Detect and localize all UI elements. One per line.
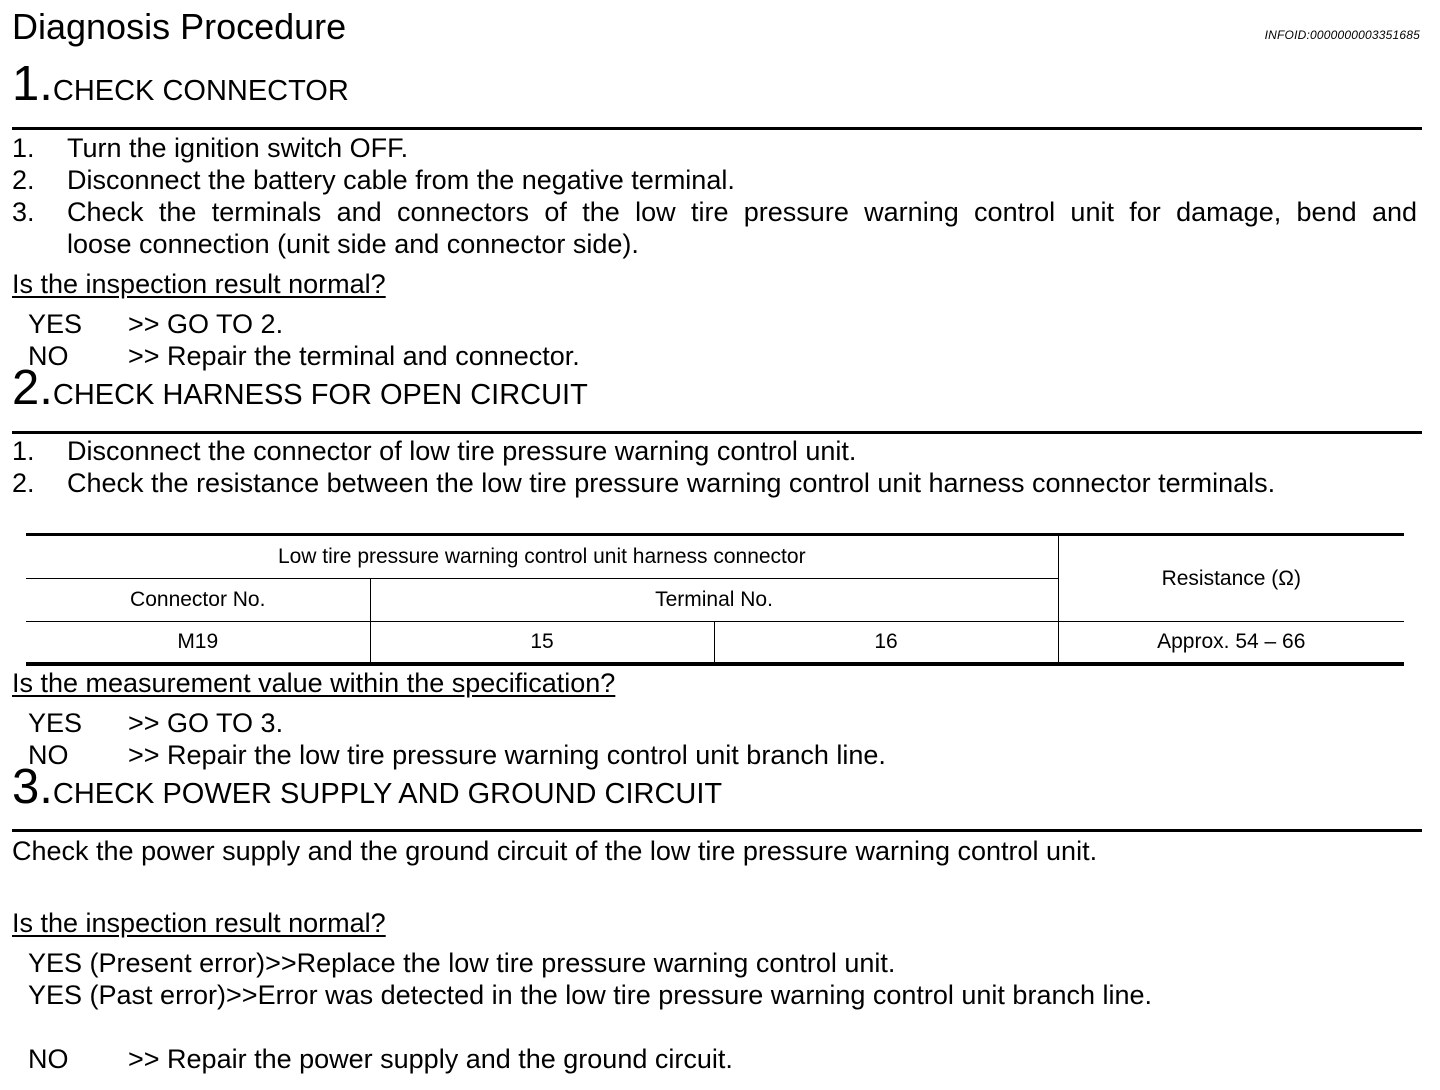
table-group-header: Low tire pressure warning control unit harness connector [26, 535, 1058, 579]
step-1-item-2-number: 2. [12, 165, 35, 195]
step-2-answer-yes-text: >> GO TO 3. [128, 708, 284, 738]
step-2-answer-no-label: NO [28, 740, 69, 770]
table-header-row [26, 535, 1404, 579]
table-cell-terminal-a: 15 [370, 622, 714, 665]
step-3-heading [12, 760, 723, 814]
step-1-title: CHECK CONNECTOR [52, 75, 349, 107]
step-1-answer-yes-label: YES [28, 309, 83, 339]
step-1-question: Is the inspection result normal? [12, 269, 386, 299]
table-header-connector-no: Connector No. [26, 579, 370, 622]
info-id: INFOID:0000000003351685 [1264, 28, 1420, 42]
step-2-item-1-text: Disconnect the connector of low tire pressure warning control unit. [67, 436, 857, 466]
step-1-heading [12, 57, 349, 111]
step-2-divider [12, 431, 1422, 434]
step-2-item-2-number: 2. [12, 468, 35, 498]
step-2-heading [12, 361, 588, 415]
step-2-item-2-text: Check the resistance between the low tire pressure warning control unit harness connector terminals. [67, 468, 1276, 498]
table-cell-connector: M19 [26, 622, 370, 665]
step-3-title: CHECK POWER SUPPLY AND GROUND CIRCUIT [52, 778, 723, 810]
step-3-answer-yes-past: YES (Past error)>>Error was detected in the low tire pressure warning control unit branch line. [28, 980, 1153, 1010]
step-2-number: 2. [12, 361, 53, 415]
step-1-item-2-text: Disconnect the battery cable from the negative terminal. [67, 165, 735, 195]
step-3-answer-yes-present: YES (Present error)>>Replace the low tire pressure warning control unit. [28, 948, 896, 978]
table-header-resistance: Resistance (Ω) [1058, 535, 1404, 622]
step-1-divider [12, 127, 1422, 130]
step-3-divider [12, 829, 1422, 832]
step-3-number: 3. [12, 760, 53, 814]
step-1-item-3-number: 3. [12, 197, 35, 227]
step-2-item-1-number: 1. [12, 436, 35, 466]
step-3-answer-no-text: >> Repair the power supply and the ground circuit. [128, 1044, 733, 1074]
step-1-item-1-number: 1. [12, 133, 35, 163]
step-1-item-1-text: Turn the ignition switch OFF. [67, 133, 409, 163]
step-1-answer-no-label: NO [28, 341, 69, 371]
table-row [26, 622, 1404, 665]
step-3-answer-no-label: NO [28, 1044, 69, 1074]
step-1-number: 1. [12, 57, 53, 111]
step-1-answer-no-text: >> Repair the terminal and connector. [128, 341, 580, 371]
page-title: Diagnosis Procedure [12, 6, 347, 47]
table-header-terminal-no: Terminal No. [370, 579, 1058, 622]
step-3-body: Check the power supply and the ground circuit of the low tire pressure warning control unit. [12, 836, 1098, 866]
step-2-answer-no-text: >> Repair the low tire pressure warning control unit branch line. [128, 740, 886, 770]
step-2-answer-yes-label: YES [28, 708, 83, 738]
step-1-item-3-text-line1: Check the terminals and connectors of the low tire pressure warning control unit for damage, bend and [67, 197, 1417, 227]
step-1-item-3-text-line2: loose connection (unit side and connector side). [67, 229, 639, 259]
resistance-spec-table [26, 533, 1404, 666]
step-2-question: Is the measurement value within the specification? [12, 668, 616, 698]
step-3-question: Is the inspection result normal? [12, 908, 386, 938]
table-cell-resistance: Approx. 54 – 66 [1058, 622, 1404, 665]
table-cell-terminal-b: 16 [714, 622, 1058, 665]
step-1-answer-yes-text: >> GO TO 2. [128, 309, 284, 339]
step-2-title: CHECK HARNESS FOR OPEN CIRCUIT [52, 379, 588, 411]
